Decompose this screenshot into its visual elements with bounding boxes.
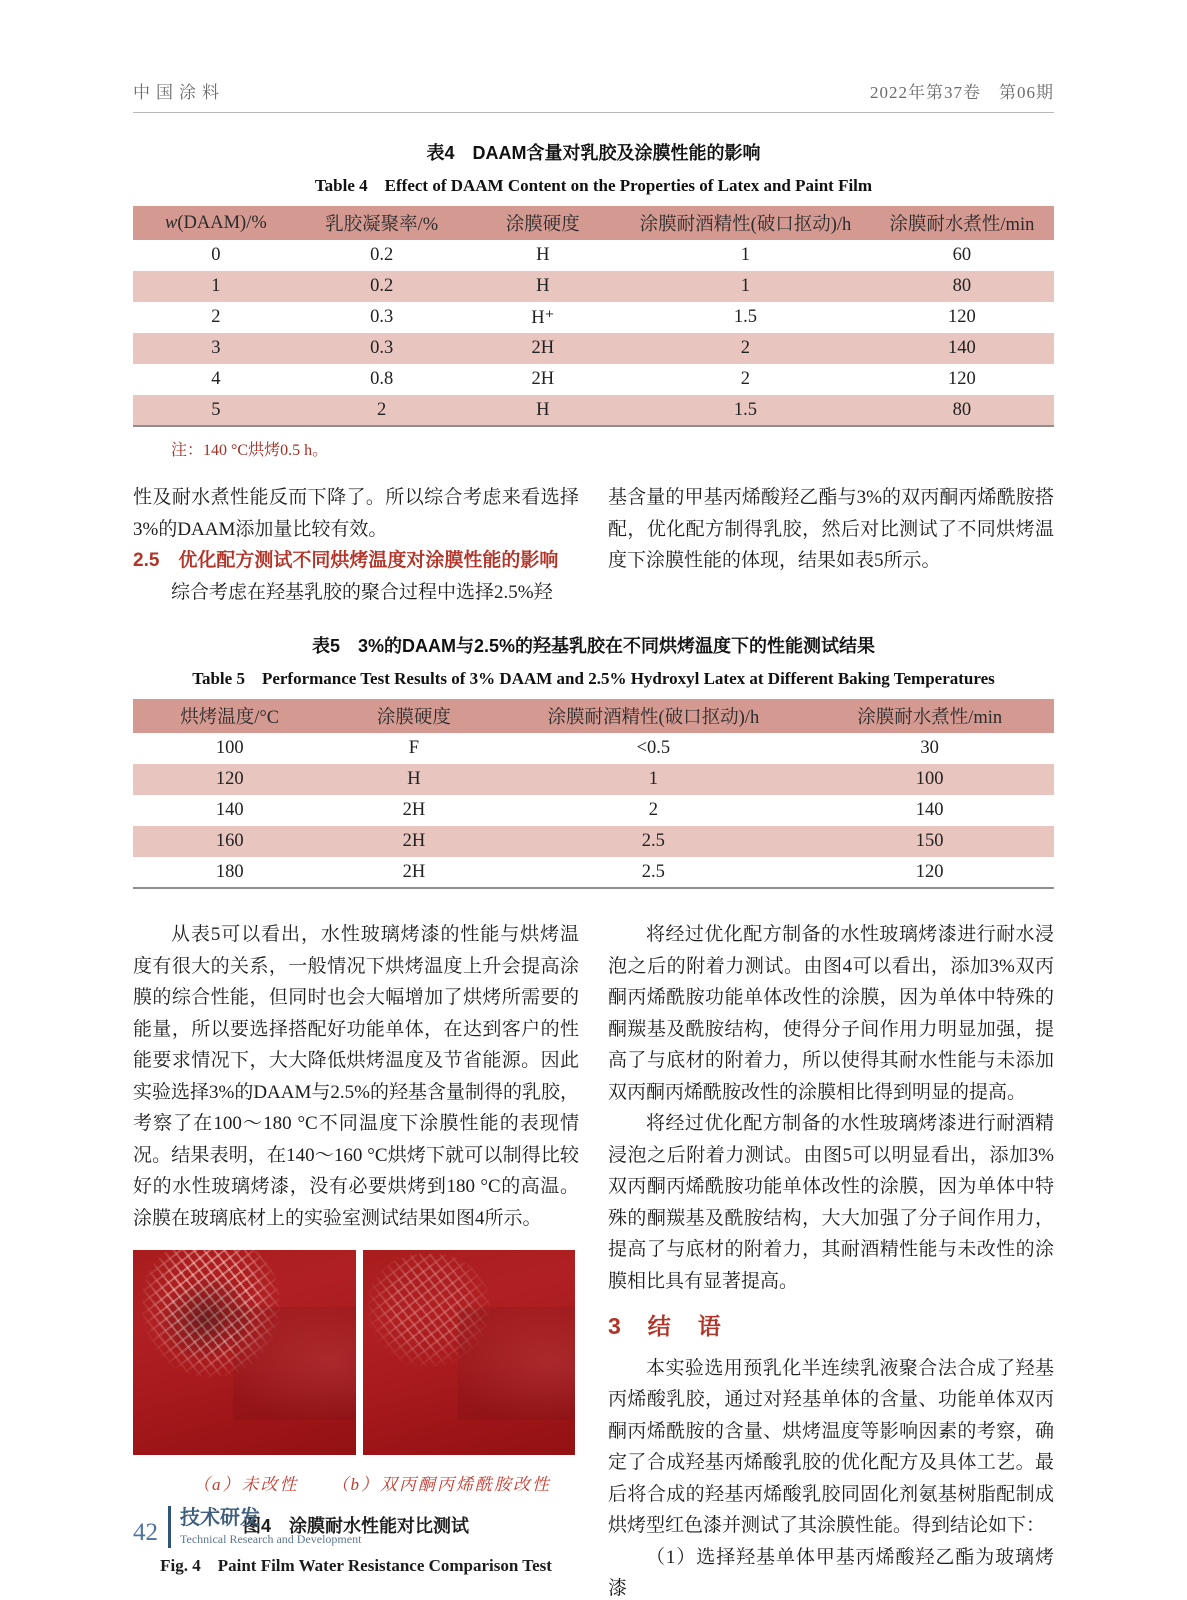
table-row [133,764,1054,795]
cell: 0.3 [370,338,394,358]
cell: H⁺ [531,307,555,328]
table4-title-en: Table 4 Effect of DAAM Content on the Properties of Latex and Paint Film [314,176,873,195]
daam-unit: (DAAM)/% [177,212,267,233]
cell: 140 [215,800,244,820]
left-column-1 [133,482,579,608]
left-column-2 [133,919,579,1600]
cell: H [536,245,550,265]
cell: 2 [740,369,751,389]
cell: 120 [915,861,944,882]
cell: 120 [215,769,244,789]
cell: 2 [648,800,658,820]
table-row [133,240,1054,271]
cell: 2H [531,369,555,389]
gloss-sheen [233,1307,356,1420]
table5-col-temp: 烘烤温度/°C [133,699,326,733]
table5-titles [133,632,1054,689]
section-3-heading: 3 结 语 [608,1313,723,1339]
table4-titles [133,139,1054,196]
w-symbol: w [165,212,178,233]
paragraph: 从表5可以看出，水性玻璃烤漆的性能与烘烤温度有很大的关系，一般情况下烘烤温度上升会提高涂膜的综合性能，但同时也会大幅增加了烘烤所需要的能量，所以要选择搭配好功能单体，在达到客户的性能要求情况下，大大降低烘烤温度及节省能源。因此实验选择3%的DAAM与2.5%的羟基含量制得的乳胶，考察了在100～180 °C不同温度下涂膜性能的表现情况。结果表明，在140～160 °C烘烤下就可以制得比较好的水性玻璃烤漆，没有必要烘烤到180 °C的高温。涂膜在玻璃底材上的实验室测试结果如图4所示。 [133,924,579,1229]
table4-col-coag: 乳胶凝聚率/% [299,206,465,240]
cell: 2.5 [641,831,665,851]
table4-col-daam [133,206,299,240]
table5-col-hardness: 涂膜硬度 [326,699,501,733]
table4-title-cn: 表4 DAAM含量对乳胶及涂膜性能的影响 [426,143,761,163]
cell: 1 [740,276,751,296]
table-row [133,857,1054,888]
cell: 4 [211,369,221,389]
cell: 2 [740,338,751,358]
photo-daam-modified-film [363,1250,575,1455]
cell: 140 [948,338,976,358]
paragraph: 将经过优化配方制备的水性玻璃烤漆进行耐酒精浸泡之后附着力测试。由图5可以明显看出，添加3%双丙酮丙烯酰胺功能单体改性的涂膜，因为单体中特殊的酮羰基及酰胺结构，大大加强了分子间作用力，提高了与底材的附着力，其耐酒精性能与未改性的涂膜相比具有显著提高。 [608,1113,1054,1292]
cell: 0.3 [370,307,394,327]
cell: 80 [952,276,972,296]
photo-unmodified-film [133,1250,356,1455]
table-row [133,333,1054,364]
paragraph: 性及耐水煮性能反而下降了。所以综合考虑来看选择3%的DAAM添加量比较有效。 [133,487,579,540]
text-block-2 [133,919,1054,1600]
table-row [133,395,1054,426]
figure-label-a: （a）未改性 [193,1475,299,1494]
issue-info: 2022年第37卷 第06期 [870,83,1054,102]
cell: 0 [211,245,221,265]
cell: 1.5 [733,399,757,420]
table4-header-row [133,206,1054,240]
cell: 120 [948,307,976,327]
cell: H [407,769,421,789]
right-column-2 [608,919,1054,1600]
table5 [133,699,1054,889]
table-row [133,826,1054,857]
figure-caption-cn: 图4 涂膜耐水性能对比测试 [242,1515,469,1536]
table4-col-alcohol: 涂膜耐酒精性(破口抠动)/h [621,206,870,240]
section-2-5-heading: 2.5 优化配方测试不同烘烤温度对涂膜性能的影响 [133,550,559,571]
text-block-1 [133,482,1054,608]
cell: 30 [920,738,939,758]
table5-col-water: 涂膜耐水煮性/min [805,699,1054,733]
cell: 2H [402,831,426,851]
cell: 100 [215,738,244,758]
cell: 1 [648,769,658,789]
cell: <0.5 [636,738,671,758]
cell: 1 [740,245,751,265]
table-row [133,733,1054,764]
cell: 140 [915,800,944,820]
page-header [133,0,1054,113]
table5-header-row [133,699,1054,733]
cell: 0.2 [370,245,394,265]
cell: H [536,399,550,420]
table4-col-hardness: 涂膜硬度 [465,206,622,240]
table-row [133,271,1054,302]
table-row [133,364,1054,395]
page-number: 42 [133,1519,158,1546]
cell: 1 [211,276,221,296]
cell: 3 [211,338,221,358]
right-column-1 [608,482,1054,608]
footer-divider [168,1506,171,1548]
cell: 60 [952,245,972,265]
page-footer [133,1506,361,1548]
cell: 2H [531,338,555,358]
figure-label-b: （b）双丙酮丙烯酰胺改性 [331,1475,551,1494]
table5-col-alcohol: 涂膜耐酒精性(破口抠动)/h [501,699,805,733]
table4 [133,206,1054,427]
gloss-sheen [458,1307,575,1420]
cell: 120 [948,369,976,389]
cell: 160 [215,831,244,851]
cell: 100 [915,769,944,789]
figure-photos [133,1250,579,1455]
cell: 5 [211,399,221,420]
cell: 2 [211,307,221,327]
cell: 2.5 [641,861,665,882]
figure-caption-en: Fig. 4 Paint Film Water Resistance Comparison Test [160,1556,552,1575]
footer-section-en: Technical Research and Development [180,1532,362,1546]
cell: 2 [377,399,387,420]
cell: 2H [402,800,426,820]
table5-title-cn: 表5 3%的DAAM与2.5%的羟基乳胶在不同烘烤温度下的性能测试结果 [311,636,876,656]
cell: H [536,276,550,296]
paragraph: 本实验选用预乳化半连续乳液聚合法合成了羟基丙烯酸乳胶，通过对羟基单体的含量、功能单体双丙酮丙烯酰胺的含量、烘烤温度等影响因素的考察，确定了合成羟基丙烯酸乳胶的优化配方及具体工艺。最后将合成的羟基丙烯酸乳胶同固化剂氨基树脂配制成烘烤型红色漆并测试了其涂膜性能。得到结论如下： [608,1357,1054,1536]
paragraph: 将经过优化配方制备的水性玻璃烤漆进行耐水浸泡之后的附着力测试。由图4可以看出，添加3%双丙酮丙烯酰胺功能单体改性的涂膜，因为单体中特殊的酮羰基及酰胺结构，使得分子间作用力明显加强，提高了与底材的附着力，所以使得其耐水性能与未添加双丙酮丙烯酰胺改性的涂膜相比得到明显的提高。 [608,924,1054,1103]
paragraph: 综合考虑在羟基乳胶的聚合过程中选择2.5%羟 [171,581,553,603]
paragraph: （1）选择羟基单体甲基丙烯酸羟乙酯为玻璃烤漆 [608,1546,1054,1599]
cell: 180 [215,861,244,882]
table4-col-water: 涂膜耐水煮性/min [870,206,1054,240]
journal-name: 中国涂料 [133,83,225,102]
paragraph: 基含量的甲基丙烯酸羟乙酯与3%的双丙酮丙烯酰胺搭配，优化配方制得乳胶，然后对比测试了不同烘烤温度下涂膜性能的体现，结果如表5所示。 [608,487,1054,571]
figure-sublabels [133,1469,579,1501]
cell: 1.5 [733,307,757,327]
table-row [133,795,1054,826]
cell: F [408,738,420,758]
cell: 2H [402,861,426,882]
cell: 0.8 [370,369,394,389]
footer-section-cn: 技术研发 [180,1507,260,1529]
cell: 80 [952,399,972,420]
table-row [133,302,1054,333]
cell: 150 [915,831,944,851]
cell: 0.2 [370,276,394,296]
table4-note: 注：140 °C烘烤0.5 h。 [171,442,329,459]
table5-title-en: Table 5 Performance Test Results of 3% DAAM and 2.5% Hydroxyl Latex at Different Baking Temperatures [192,669,995,688]
